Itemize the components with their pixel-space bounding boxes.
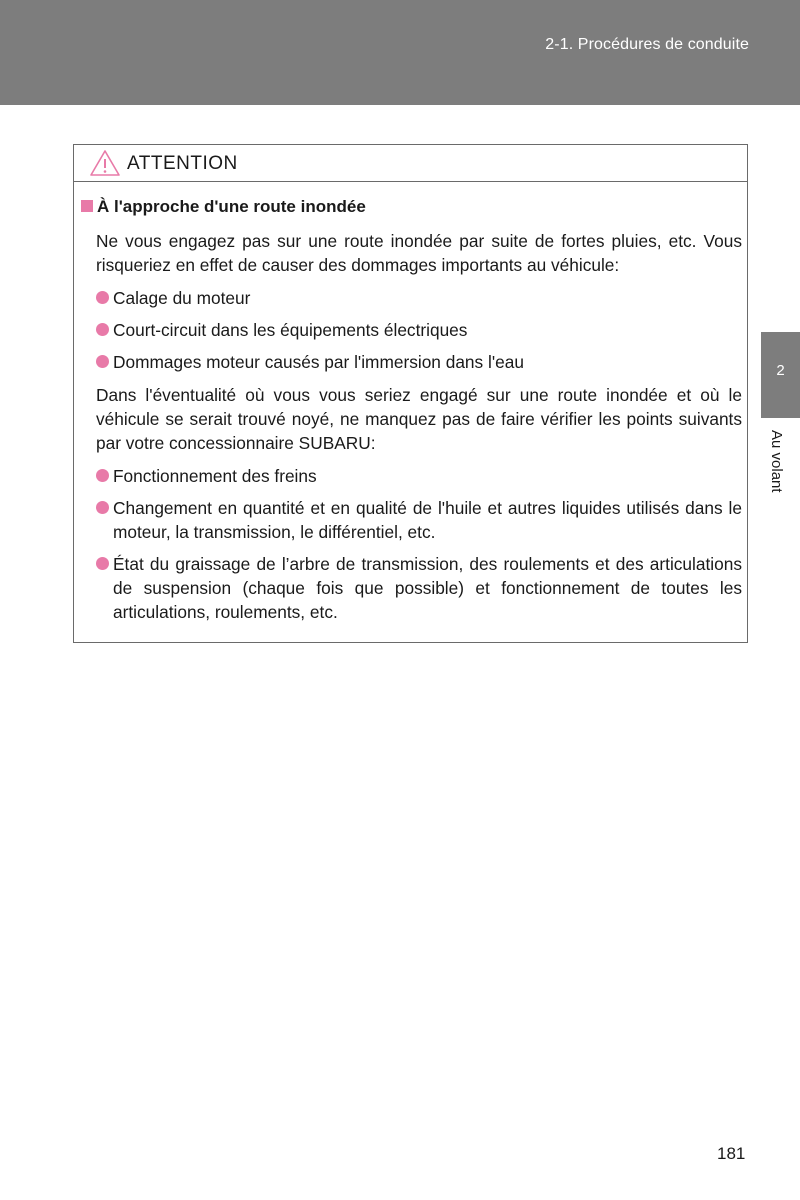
chapter-label: Au volant	[768, 430, 785, 493]
check-list	[96, 464, 742, 624]
list-item-text: Dommages moteur causés par l'immersion dans l'eau	[113, 352, 524, 372]
bullet-dot-icon	[96, 501, 109, 514]
section-title: 2-1. Procédures de conduite	[545, 36, 749, 53]
list-item	[96, 318, 742, 342]
attention-header	[74, 145, 747, 182]
square-bullet-icon	[81, 200, 93, 212]
page-number: 181	[717, 1144, 746, 1163]
list-item-text: Court-circuit dans les équipements électriques	[113, 320, 468, 340]
list-item-text: Changement en quantité et en qualité de l'huile et autres liquides utilisés dans le moteur, la transmission, le différentiel, etc.	[113, 498, 742, 542]
list-item	[96, 350, 742, 374]
attention-label: ATTENTION	[127, 153, 238, 174]
risk-list	[96, 286, 742, 374]
list-item-text: Calage du moteur	[113, 288, 251, 308]
list-item	[96, 464, 742, 488]
intro-paragraph: Ne vous engagez pas sur une route inondée par suite de fortes pluies, etc. Vous risqueriez en effet de causer des dommages importants au véhicule:	[96, 231, 742, 275]
list-item	[96, 496, 742, 544]
bullet-dot-icon	[96, 355, 109, 368]
list-item-text: État du graissage de l’arbre de transmission, des roulements et des articulations de suspension (chaque fois que possible) et fonctionnement de toutes les articulations, roulements, etc.	[113, 554, 742, 622]
list-item	[96, 552, 742, 624]
chapter-number: 2	[776, 362, 785, 379]
header-band	[0, 0, 800, 105]
attention-box	[73, 144, 748, 643]
section-heading-text: À l'approche d'une route inondée	[97, 197, 366, 216]
bullet-dot-icon	[96, 323, 109, 336]
bullet-dot-icon	[96, 557, 109, 570]
bullet-dot-icon	[96, 469, 109, 482]
chapter-tab	[761, 332, 800, 418]
attention-content	[96, 229, 742, 624]
followup-paragraph: Dans l'éventualité où vous vous seriez engagé sur une route inondée et où le véhicule se serait trouvé noyé, ne manquez pas de faire vérifier les points suivants par votre concessionnaire SUBARU:	[96, 385, 742, 453]
list-item-text: Fonctionnement des freins	[113, 466, 317, 486]
list-item	[96, 286, 742, 310]
bullet-dot-icon	[96, 291, 109, 304]
section-heading	[81, 197, 366, 217]
warning-triangle-icon	[89, 149, 121, 177]
